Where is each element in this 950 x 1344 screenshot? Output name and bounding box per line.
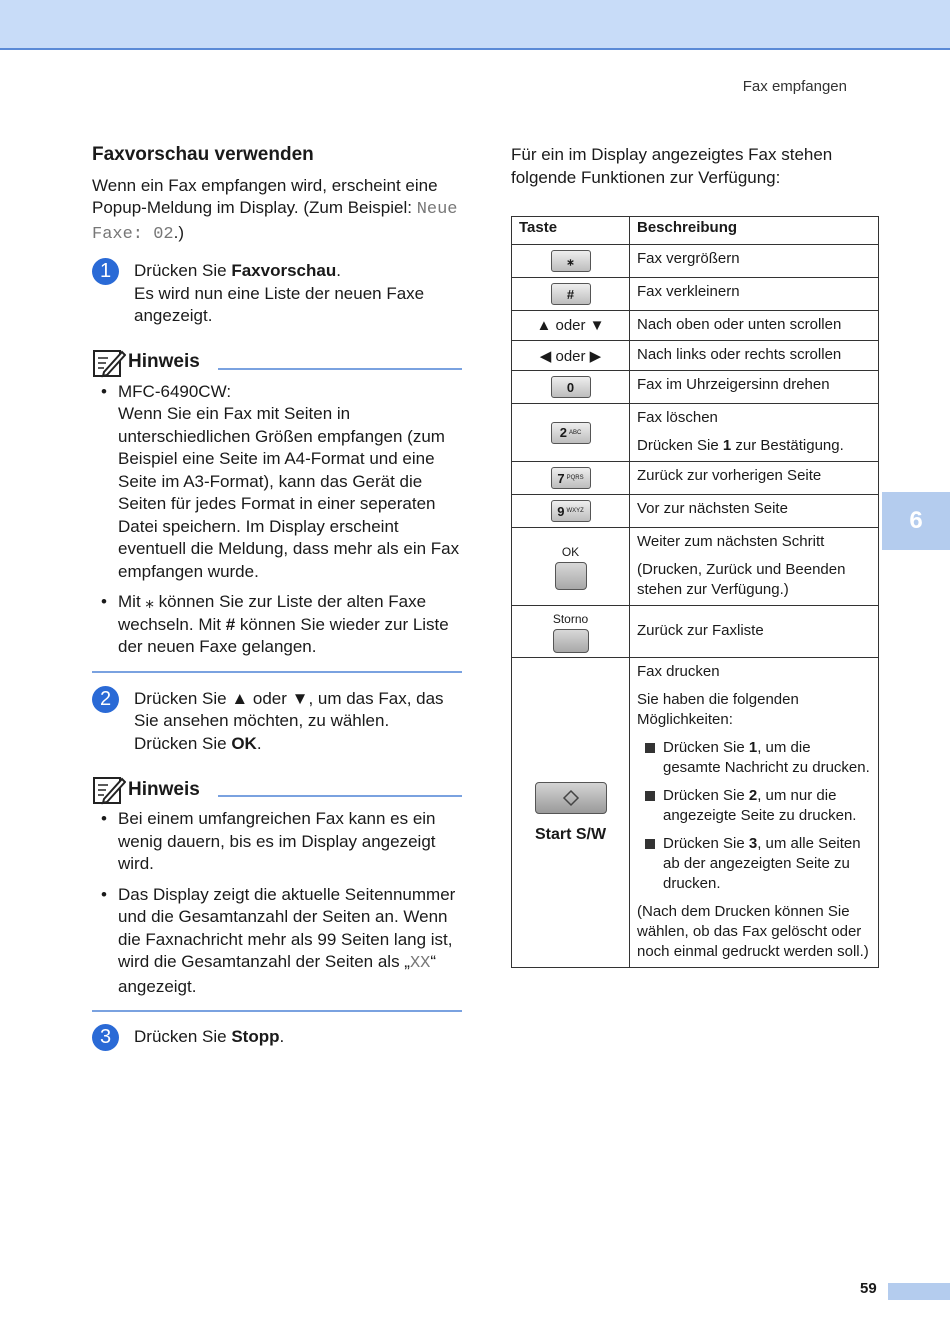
option-bold: 2 — [748, 787, 758, 804]
key-cell — [512, 528, 630, 606]
note-1-model: • MFC-6490CW: — [118, 381, 232, 401]
option-bold: 3 — [748, 835, 758, 852]
star-key-symbol: ⁎ — [145, 592, 154, 611]
table-row — [512, 278, 879, 311]
zero-key-icon: 0 — [551, 376, 591, 398]
step-3-bold: Stopp — [231, 1027, 280, 1046]
desc-cell: Vor zur nächsten Seite — [630, 495, 879, 528]
page-number-bar — [888, 1283, 950, 1300]
table-row — [512, 371, 879, 404]
left-column — [92, 144, 462, 1049]
note-1-b2-mid: können Sie zur Liste der alten Faxe wechseln. Mit — [118, 592, 427, 634]
key-cell — [512, 245, 630, 278]
desc-line: Fax drucken — [637, 663, 720, 680]
note-1-b2-post: können Sie wieder zur Liste der neuen Faxe gelangen. — [118, 614, 449, 656]
start-diamond-icon — [562, 789, 580, 807]
note-1-bullet-1-text: Wenn Sie ein Fax mit Seiten in unterschiedlichen Größen empfangen (zum Beispiel eine Seite im A4-Format und eine Seite im A3-Format), kann das Gerät die Seiten für jedes Format in einer seperaten Datei speichern. Im Display erscheint eventuell die Meldung, dass mehr als ein Fax empfangen wurde. — [118, 404, 460, 581]
table-row — [512, 462, 879, 495]
page-number: 59 — [860, 1280, 877, 1297]
seven-key-digit: 7 — [557, 470, 565, 486]
option-post: , um nur die angezeigte Seite zu drucken. — [663, 787, 857, 824]
ok-key-label: OK — [561, 545, 580, 559]
step-number-2: 2 — [92, 686, 119, 713]
table-row — [512, 311, 879, 341]
note-2-end-rule — [92, 1010, 462, 1012]
storno-key-label: Storno — [552, 612, 589, 626]
key-cell: ◀ oder ▶ — [512, 341, 630, 371]
desc-cell: Nach oben oder unten scrollen — [630, 311, 879, 341]
ok-button-icon — [555, 562, 587, 590]
desc-cell: Fax verkleinern — [630, 278, 879, 311]
nine-key-letters: WXYZ — [566, 508, 584, 514]
step-3 — [92, 1026, 462, 1049]
note-1-bullet-1 — [92, 381, 462, 584]
print-option — [637, 834, 871, 894]
table-row — [512, 606, 879, 658]
storno-key — [553, 612, 589, 653]
step-1-post: . — [336, 261, 341, 280]
step-3-pre: Drücken Sie — [134, 1027, 232, 1046]
desc-line: Weiter zum nächsten Schritt — [637, 533, 825, 550]
desc-cell — [630, 528, 879, 606]
desc-line: (Nach dem Drucken können Sie wählen, ob das Fax gelöscht oder noch einmal gedruckt werden soll.) — [637, 903, 869, 960]
desc-line: Fax löschen — [637, 409, 718, 426]
note-2-title: Hinweis — [128, 778, 200, 800]
note-2 — [92, 775, 462, 1012]
table-header-row — [512, 217, 879, 245]
desc-cell — [630, 404, 879, 462]
key-cell: ▲ oder ▼ — [512, 311, 630, 341]
table-row — [512, 495, 879, 528]
note-2-b2-display: XX — [409, 954, 431, 973]
desc-cell: Zurück zur vorherigen Seite — [630, 462, 879, 495]
step-1-line2: Es wird nun eine Liste der neuen Faxe angezeigt. — [134, 283, 425, 325]
desc-cell: Fax vergrößern — [630, 245, 879, 278]
intro-display-text: Neue Faxe: 02 — [92, 200, 458, 244]
ok-key — [555, 545, 587, 590]
print-option — [637, 738, 871, 778]
step-1-text — [134, 260, 462, 283]
note-1-title: Hinweis — [128, 351, 200, 373]
table-intro: Für ein im Display angezeigtes Fax stehen folgende Funktionen zur Verfügung: — [511, 145, 833, 187]
nine-key-digit: 9 — [557, 503, 565, 519]
print-options-list — [637, 738, 871, 894]
hash-key-symbol: # — [225, 614, 236, 634]
two-key-icon — [551, 422, 591, 444]
step-number-1: 1 — [92, 258, 119, 285]
top-color-band — [0, 0, 950, 50]
intro-end: .) — [173, 222, 185, 242]
key-cell — [512, 658, 630, 968]
hash-key-icon: # — [551, 283, 591, 305]
note-2-header — [92, 775, 462, 805]
note-2-list — [92, 808, 462, 998]
note-1-rule — [218, 368, 462, 370]
note-1-header — [92, 348, 462, 378]
note-2-b2-post: “ angezeigt. — [118, 952, 437, 996]
desc-pre: Drücken Sie — [637, 437, 723, 454]
start-key — [535, 782, 607, 844]
nine-key-icon — [551, 500, 591, 522]
table-row — [512, 245, 879, 278]
note-pencil-icon — [92, 775, 126, 805]
running-header: Fax empfangen — [742, 78, 847, 95]
print-option — [637, 786, 871, 826]
desc-bold: 1 — [722, 437, 732, 454]
note-1-b2-pre: Mit — [118, 592, 146, 611]
option-post: , um alle Seiten ab der angezeigten Seite zu drucken. — [663, 835, 861, 892]
note-2-bullet-2 — [92, 884, 462, 999]
step-2-text: Drücken Sie ▲ oder ▼, um das Fax, das Sie ansehen möchten, zu wählen. — [134, 688, 444, 730]
note-1-bullet-2 — [92, 591, 462, 659]
step-2-line2-post: . — [256, 733, 262, 753]
right-column — [511, 144, 879, 189]
step-1-pre: Drücken Sie — [134, 261, 232, 280]
option-post: , um die gesamte Nachricht zu drucken. — [663, 739, 870, 776]
desc-cell: Nach links oder rechts scrollen — [630, 341, 879, 371]
step-3-text — [134, 1026, 462, 1049]
function-table — [511, 216, 879, 968]
key-cell — [512, 606, 630, 658]
key-cell — [512, 371, 630, 404]
note-2-b2-pre: Das Display zeigt die aktuelle Seitennummer und die Gesamtanzahl der Seiten an. Wenn die Faxnachricht mehr als 99 Seiten lang ist, wird die Gesamtanzahl der Seiten als „ — [118, 884, 456, 971]
star-key-icon: ⁎ — [551, 250, 591, 272]
key-cell — [512, 404, 630, 462]
start-key-label: Start S/W — [534, 825, 607, 843]
desc-line — [637, 436, 871, 456]
option-pre: Drücken Sie — [663, 739, 749, 756]
seven-key-icon — [551, 467, 591, 489]
desc-cell: Fax im Uhrzeigersinn drehen — [630, 371, 879, 404]
note-1-list — [92, 381, 462, 659]
option-bold: 1 — [748, 739, 758, 756]
intro-text: Wenn ein Fax empfangen wird, erscheint eine Popup-Meldung im Display. (Zum Beispiel: — [92, 175, 438, 217]
header-description: Beschreibung — [630, 217, 879, 245]
desc-line: (Drucken, Zurück und Beenden stehen zur Verfügung.) — [637, 561, 846, 598]
option-pre: Drücken Sie — [663, 835, 749, 852]
key-cell — [512, 495, 630, 528]
note-2-bullet-1: • Bei einem umfangreichen Fax kann es ein wenig dauern, bis es im Display angezeigt wird. — [92, 808, 462, 876]
key-cell — [512, 278, 630, 311]
table-row — [512, 404, 879, 462]
option-pre: Drücken Sie — [663, 787, 749, 804]
two-key-digit: 2 — [559, 425, 567, 440]
step-1-bold: Faxvorschau — [231, 261, 337, 280]
step-2-line2-bold: OK — [231, 733, 257, 753]
table-row — [512, 528, 879, 606]
seven-key-letters: PQRS — [566, 475, 584, 481]
header-key: Taste — [512, 217, 630, 245]
desc-cell: Zurück zur Faxliste — [630, 606, 879, 658]
step-1 — [92, 260, 462, 328]
desc-post: zur Bestätigung. — [731, 437, 844, 454]
section-title: Faxvorschau verwenden — [92, 144, 314, 165]
storno-button-icon — [553, 629, 589, 653]
step-2 — [92, 688, 462, 756]
note-2-rule — [218, 795, 462, 797]
key-cell — [512, 462, 630, 495]
chapter-tab: 6 — [882, 492, 950, 550]
step-number-3: 3 — [92, 1024, 119, 1051]
step-3-post: . — [279, 1027, 285, 1046]
start-button-icon — [535, 782, 607, 814]
note-1-end-rule — [92, 671, 462, 673]
desc-cell — [630, 658, 879, 968]
desc-line: Sie haben die folgenden Möglichkeiten: — [637, 691, 799, 728]
step-2-line2 — [134, 733, 462, 756]
intro-paragraph — [92, 175, 462, 247]
table-row — [512, 341, 879, 371]
note-1 — [92, 348, 462, 673]
note-pencil-icon — [92, 348, 126, 378]
two-key-letters: ABC — [568, 429, 582, 436]
table-row — [512, 658, 879, 968]
step-2-line2-pre: Drücken Sie — [134, 733, 232, 753]
